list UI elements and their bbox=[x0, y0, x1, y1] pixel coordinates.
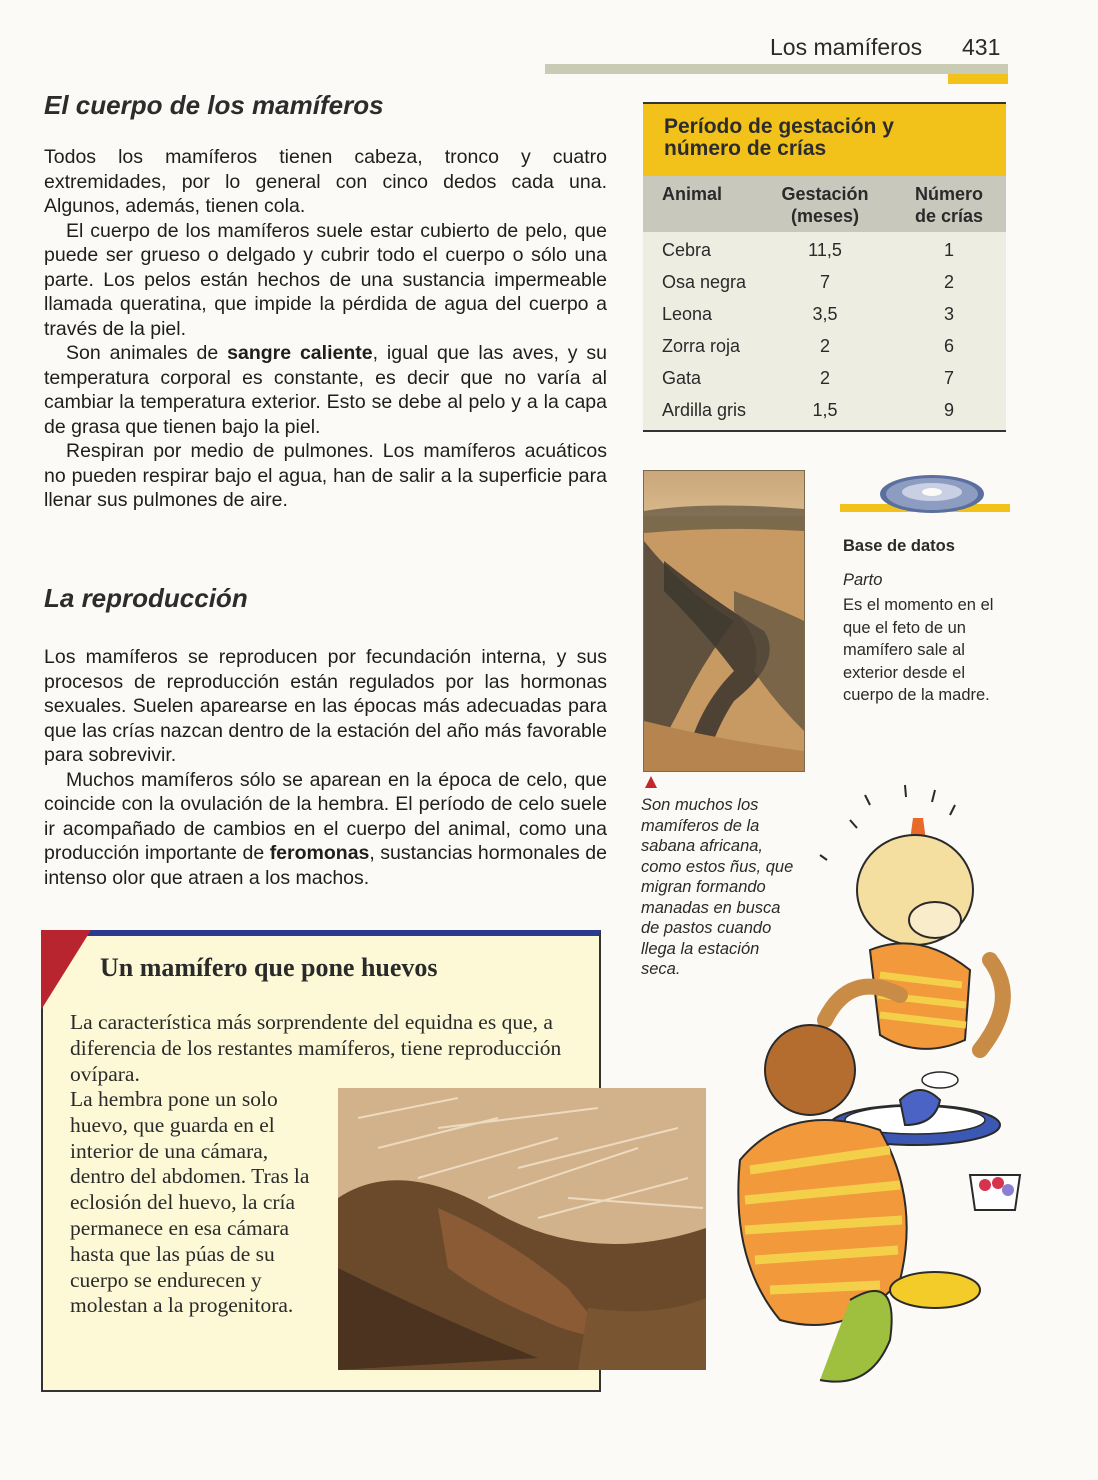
table-row bbox=[643, 267, 1006, 298]
cd-disc-icon bbox=[840, 474, 1010, 534]
section-reproduction-text bbox=[44, 645, 607, 890]
paragraph: El cuerpo de los mamíferos suele estar cubierto de pelo, que puede ser grueso o delgado y cubrir todo el cuerpo o sólo una parte. Los pelos están hechos de una sustancia impermeable llamada queratina, que impide la pérdida de agua del cuerpo a través de la piel. bbox=[44, 219, 607, 340]
database-term: Parto bbox=[843, 571, 883, 589]
cell-animal: Gata bbox=[662, 368, 702, 388]
box-title: Un mamífero que pone huevos bbox=[100, 953, 438, 982]
paragraph: Respiran por medio de pulmones. Los mamíferos acuáticos no pueden respirar bajo el agua, han de salir a la superficie para llenar sus pulmones de aire. bbox=[44, 440, 607, 511]
table-bottom-rule bbox=[643, 430, 1006, 432]
text-run: , sustancias hormonales de intenso olor que atraen a los machos. bbox=[44, 842, 607, 889]
bold-term: feromonas bbox=[269, 842, 370, 864]
table-title-line: número de crías bbox=[664, 137, 827, 160]
triangle-marker-icon bbox=[644, 775, 658, 794]
cell-animal: Cebra bbox=[662, 240, 712, 260]
column-header-offspring bbox=[898, 183, 1000, 227]
wildebeest-photo bbox=[643, 470, 805, 772]
table-row bbox=[643, 395, 1006, 426]
header-line: Gestación bbox=[781, 184, 869, 204]
box-paragraph: La hembra pone un solo huevo, que guarda en el interior de una cámara, dentro del abdomen. Tras la eclosión del huevo, la cría permanece en esa cámara hasta que las púas de su cuerpo se endurecen y molestan a la progenitora. bbox=[70, 1087, 310, 1318]
text-run: Son animales de bbox=[66, 342, 228, 364]
section-heading-reproduction: La reproducción bbox=[44, 583, 248, 613]
text-run: , igual que las aves, y su temperatura corporal es constante, es decir que no varía al cambiar la temperatura exterior. Esto se debe al pelo y a la capa de grasa que tienen bajo la piel. bbox=[44, 342, 608, 438]
cell-gestation: 1,5 bbox=[812, 400, 838, 420]
cell-gestation: 2 bbox=[819, 336, 830, 356]
header-line: de crías bbox=[914, 206, 984, 226]
database-title: Base de datos bbox=[843, 537, 955, 555]
cell-animal: Osa negra bbox=[662, 272, 747, 292]
paragraph: Los mamíferos se reproducen por fecundación interna, y sus procesos de reproducción están regulados por las hormonas sexuales. Suelen aparearse en las épocas más adecuadas para que las crías nazcan dentro de la estación del año más favorable para sobrevivir. bbox=[44, 646, 607, 766]
header-line: Número bbox=[914, 184, 983, 204]
paragraph bbox=[44, 768, 607, 891]
table-body bbox=[643, 232, 1006, 430]
header-line: (meses) bbox=[790, 206, 860, 226]
cell-offspring: 3 bbox=[943, 304, 954, 324]
running-header: Los mamíferos bbox=[770, 34, 923, 60]
bold-term: sangre caliente bbox=[227, 342, 373, 364]
cell-animal: Zorra roja bbox=[662, 336, 741, 356]
cell-animal: Ardilla gris bbox=[662, 400, 747, 420]
table-title bbox=[664, 116, 894, 160]
cell-gestation: 2 bbox=[819, 368, 830, 388]
cartoon-illustration bbox=[730, 780, 1030, 1400]
table-row bbox=[643, 363, 1006, 394]
cell-offspring: 9 bbox=[943, 400, 954, 420]
database-definition: Es el momento en el que el feto de un mamífero sale al exterior desde el cuerpo de la madre. bbox=[843, 596, 994, 704]
table-row bbox=[643, 331, 1006, 362]
cell-offspring: 7 bbox=[943, 368, 954, 388]
cell-gestation: 11,5 bbox=[808, 240, 842, 260]
section-body-text bbox=[44, 145, 607, 513]
text-run: Muchos mamíferos sólo se aparean en la época de celo, que coincide con la ovulación de la hembra. El período de celo suele ir acompañado de cambios en el cuerpo del animal, como una producción importante de bbox=[44, 768, 607, 864]
table-top-rule bbox=[643, 102, 1006, 104]
cell-gestation: 3,5 bbox=[812, 304, 838, 324]
photo-caption: Son muchos los mamíferos de la sabana africana, como estos ñus, que migran formando manadas en busca de pastos cuando llega la estación seca. bbox=[641, 796, 794, 978]
header-rule-accent bbox=[948, 74, 1008, 84]
table-row bbox=[643, 235, 1006, 266]
table-row bbox=[643, 299, 1006, 330]
table-title-line: Período de gestación y bbox=[664, 115, 894, 138]
cell-offspring: 6 bbox=[943, 336, 954, 356]
cell-gestation: 7 bbox=[819, 272, 830, 292]
cell-offspring: 2 bbox=[943, 272, 954, 292]
paragraph bbox=[44, 341, 607, 439]
header-rule bbox=[545, 64, 1008, 74]
paragraph: Todos los mamíferos tienen cabeza, tronco y cuatro extremidades, por lo general con cinco dedos cada una. Algunos, además, tienen cola. bbox=[44, 146, 607, 217]
column-header-animal: Animal bbox=[662, 184, 723, 204]
cell-offspring: 1 bbox=[943, 240, 954, 260]
echidna-photo bbox=[338, 1088, 706, 1370]
cell-animal: Leona bbox=[662, 304, 713, 324]
page-number: 431 bbox=[962, 34, 1001, 60]
column-header-gestation bbox=[765, 183, 885, 227]
section-heading-body: El cuerpo de los mamíferos bbox=[44, 90, 384, 120]
box-paragraph: La característica más sorprendente del equidna es que, a diferencia de los restantes mamíferos, tiene reproducción ovípara. bbox=[70, 1010, 562, 1086]
